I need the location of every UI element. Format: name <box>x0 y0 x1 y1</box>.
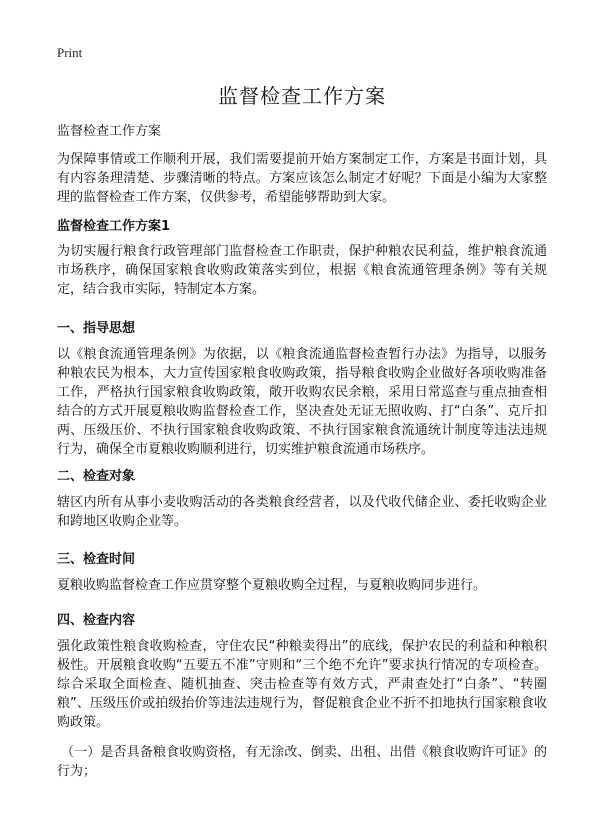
section-body-guiding-ideology: 以《粮食流通管理条例》为依据，以《粮食流通监督检查暂行办法》为指导，以服务种粮农民为根本，大力宣传国家粮食收购政策，指导粮食收购企业做好各项收购准备工作，严格执行国家粮食收购政策，敞开收购农民余粮，采用日常巡查与重点抽查相结合的方式开展夏粮收购监督检查工作，坚决查处无证无照收购、打“白条”、克斤扣两、压级压价、不执行国家粮食收购政策、不执行国家粮食流通统计制度等违法违规行为，确保全市夏粮收购顺利进行，切实维护粮食流通市场秩序。 <box>57 347 547 457</box>
section-heading-inspection-time: 三、检查时间 <box>57 552 136 567</box>
section-body-inspection-time: 夏粮收购监督检查工作应贯穿整个夏粮收购全过程，与夏粮收购同步进行。 <box>57 578 487 593</box>
section-heading-inspection-targets: 二、检查对象 <box>57 469 136 484</box>
section-body-inspection-targets: 辖区内所有从事小麦收购活动的各类粮食经营者，以及代收代储企业、委托收购企业和跨地区收购企业等。 <box>57 495 547 529</box>
section-body-inspection-content: 强化政策性粮食收购检查，守住农民“种粮卖得出”的底线，保护农民的利益和种粮积极性。开展粮食收购“五要五不准”守则和“三个绝不允许”要求执行情况的专项检查。综合采取全面检查、随机抽查、突击检查等有效方式，严肃查处打“白条”、“转圈粮”、压级压价或拍级抬价等违法违规行为，督促粮食企业不折不扣地执行国家粮食收购政策。 <box>57 639 547 730</box>
plan-1-lead-paragraph: 为切实履行粮食行政管理部门监督检查工作职责，保护种粮农民利益，维护粮食流通市场秩序，确保国家粮食收购政策落实到位，根据《粮食流通管理条例》等有关规定，结合我市实际，特制定本方案。 <box>57 244 547 297</box>
plan-1-heading: 监督检查工作方案1 <box>57 219 171 234</box>
document-title: 监督检查工作方案 <box>218 84 386 108</box>
intro-paragraph: 为保障事情或工作顺利开展，我们需要提前开始方案制定工作，方案是书面计划，具有内容条理清楚、步骤清晰的特点。方案应该怎么制定才好呢？下面是小编为大家整理的监督检查工作方案，仅供参考，希望能够帮助到大家。 <box>57 152 547 205</box>
inspection-item-1: （一）是否具备粮食收购资格，有无涂改、倒卖、出租、出借《粮食收购许可证》的行为； <box>57 745 547 779</box>
print-link[interactable]: Print <box>57 45 83 60</box>
document-subtitle: 监督检查工作方案 <box>57 124 162 139</box>
section-heading-inspection-content: 四、检查内容 <box>57 613 136 628</box>
section-heading-guiding-ideology: 一、指导思想 <box>57 321 136 336</box>
